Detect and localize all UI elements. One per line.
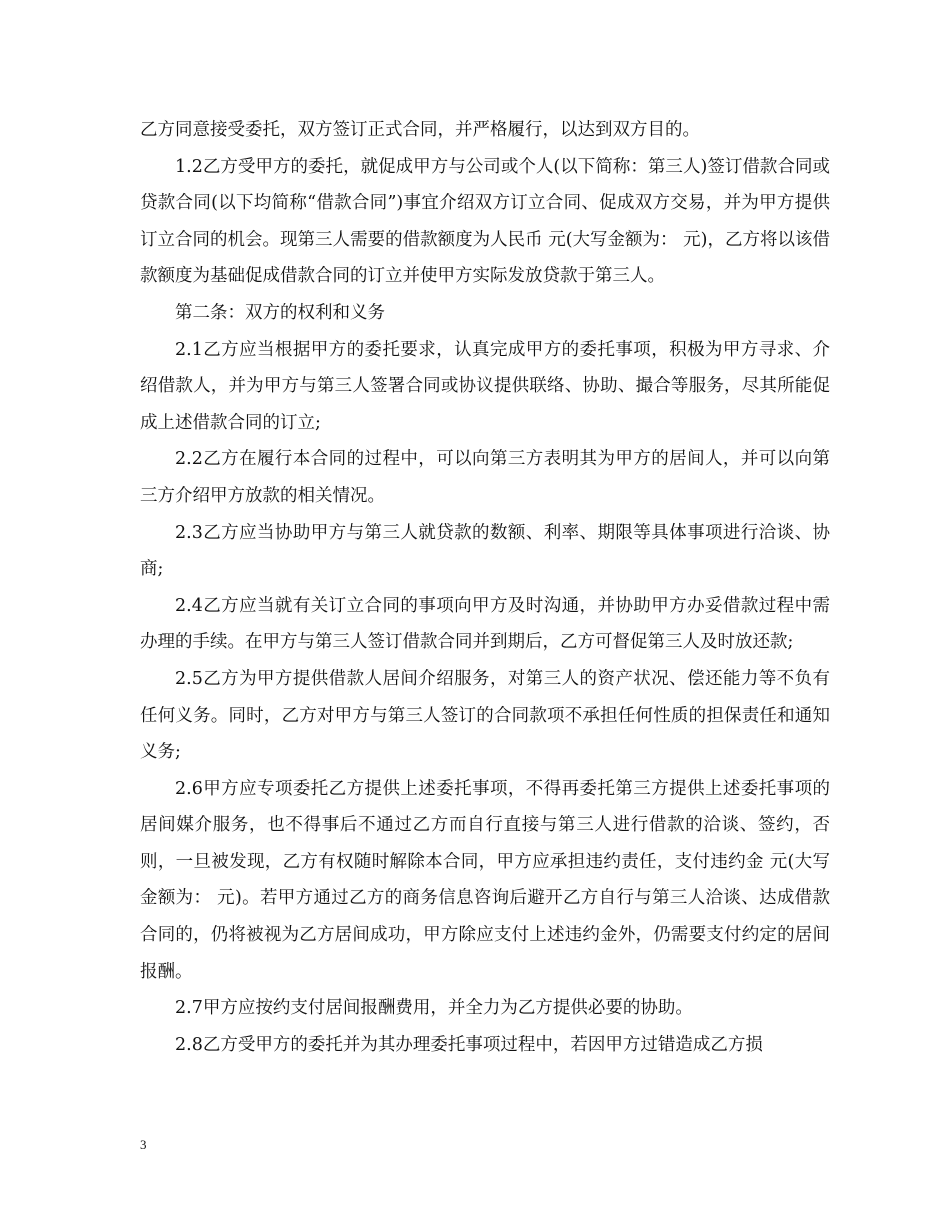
paragraph-2-3: 2.3乙方应当协助甲方与第三人就贷款的数额、利率、期限等具体事项进行洽谈、协商;	[140, 522, 830, 580]
paragraph-2-8: 2.8乙方受甲方的委托并为其办理委托事项过程中，若因甲方过错造成乙方损	[175, 1034, 763, 1055]
paragraph-2-6: 2.6甲方应专项委托乙方提供上述委托事项，不得再委托第三方提供上述委托事项的居间媒介服务，也不得事后不通过乙方而自行直接与第三人进行借款的洽谈、签约，否则，一旦被发现，乙方有权随时解除本合同，甲方应承担违约责任，支付违约金 元(大写金额为： 元)。若甲方通过乙方的商务信息咨询后避开乙方自行与第三人洽谈、达成借款合同的，仍将被视为乙方居间成功，甲方除应支付上述违约金外，仍需要支付约定的居间报酬。	[140, 778, 830, 982]
document-body	[140, 112, 830, 1063]
paragraph-2-4: 2.4乙方应当就有关订立合同的事项向甲方及时沟通，并协助甲方办妥借款过程中需办理的手续。在甲方与第三人签订借款合同并到期后，乙方可督促第三人及时放还款;	[140, 595, 830, 653]
paragraph-1: 乙方同意接受委托，双方签订正式合同，并严格履行，以达到双方目的。	[140, 120, 700, 140]
page-number: 3	[140, 1137, 147, 1152]
paragraph-2-1: 2.1乙方应当根据甲方的委托要求，认真完成甲方的委托事项，积极为甲方寻求、介绍借款人，并为甲方与第三人签署合同或协议提供联络、协助、撮合等服务，尽其所能促成上述借款合同的订立;	[140, 339, 830, 433]
paragraph-1-2: 1.2乙方受甲方的委托，就促成甲方与公司或个人(以下简称：第三人)签订借款合同或贷款合同(以下均简称“借款合同”)事宜介绍双方订立合同、促成双方交易，并为甲方提供订立合同的机会。现第三人需要的借款额度为人民币 元(大写金额为： 元)，乙方将以该借款额度为基础促成借款合同的订立并使甲方实际发放贷款于第三人。	[140, 156, 830, 287]
paragraph-2-5: 2.5乙方为甲方提供借款人居间介绍服务，对第三人的资产状况、偿还能力等不负有任何义务。同时，乙方对甲方与第三人签订的合同款项不承担任何性质的担保责任和通知义务;	[140, 668, 830, 763]
section-heading-article-2: 第二条：双方的权利和义务	[175, 302, 385, 323]
paragraph-2-2: 2.2乙方在履行本合同的过程中，可以向第三方表明其为甲方的居间人，并可以向第三方介绍甲方放款的相关情况。	[140, 449, 830, 506]
paragraph-2-7: 2.7甲方应按约支付居间报酬费用，并全力为乙方提供必要的协助。	[175, 998, 693, 1019]
